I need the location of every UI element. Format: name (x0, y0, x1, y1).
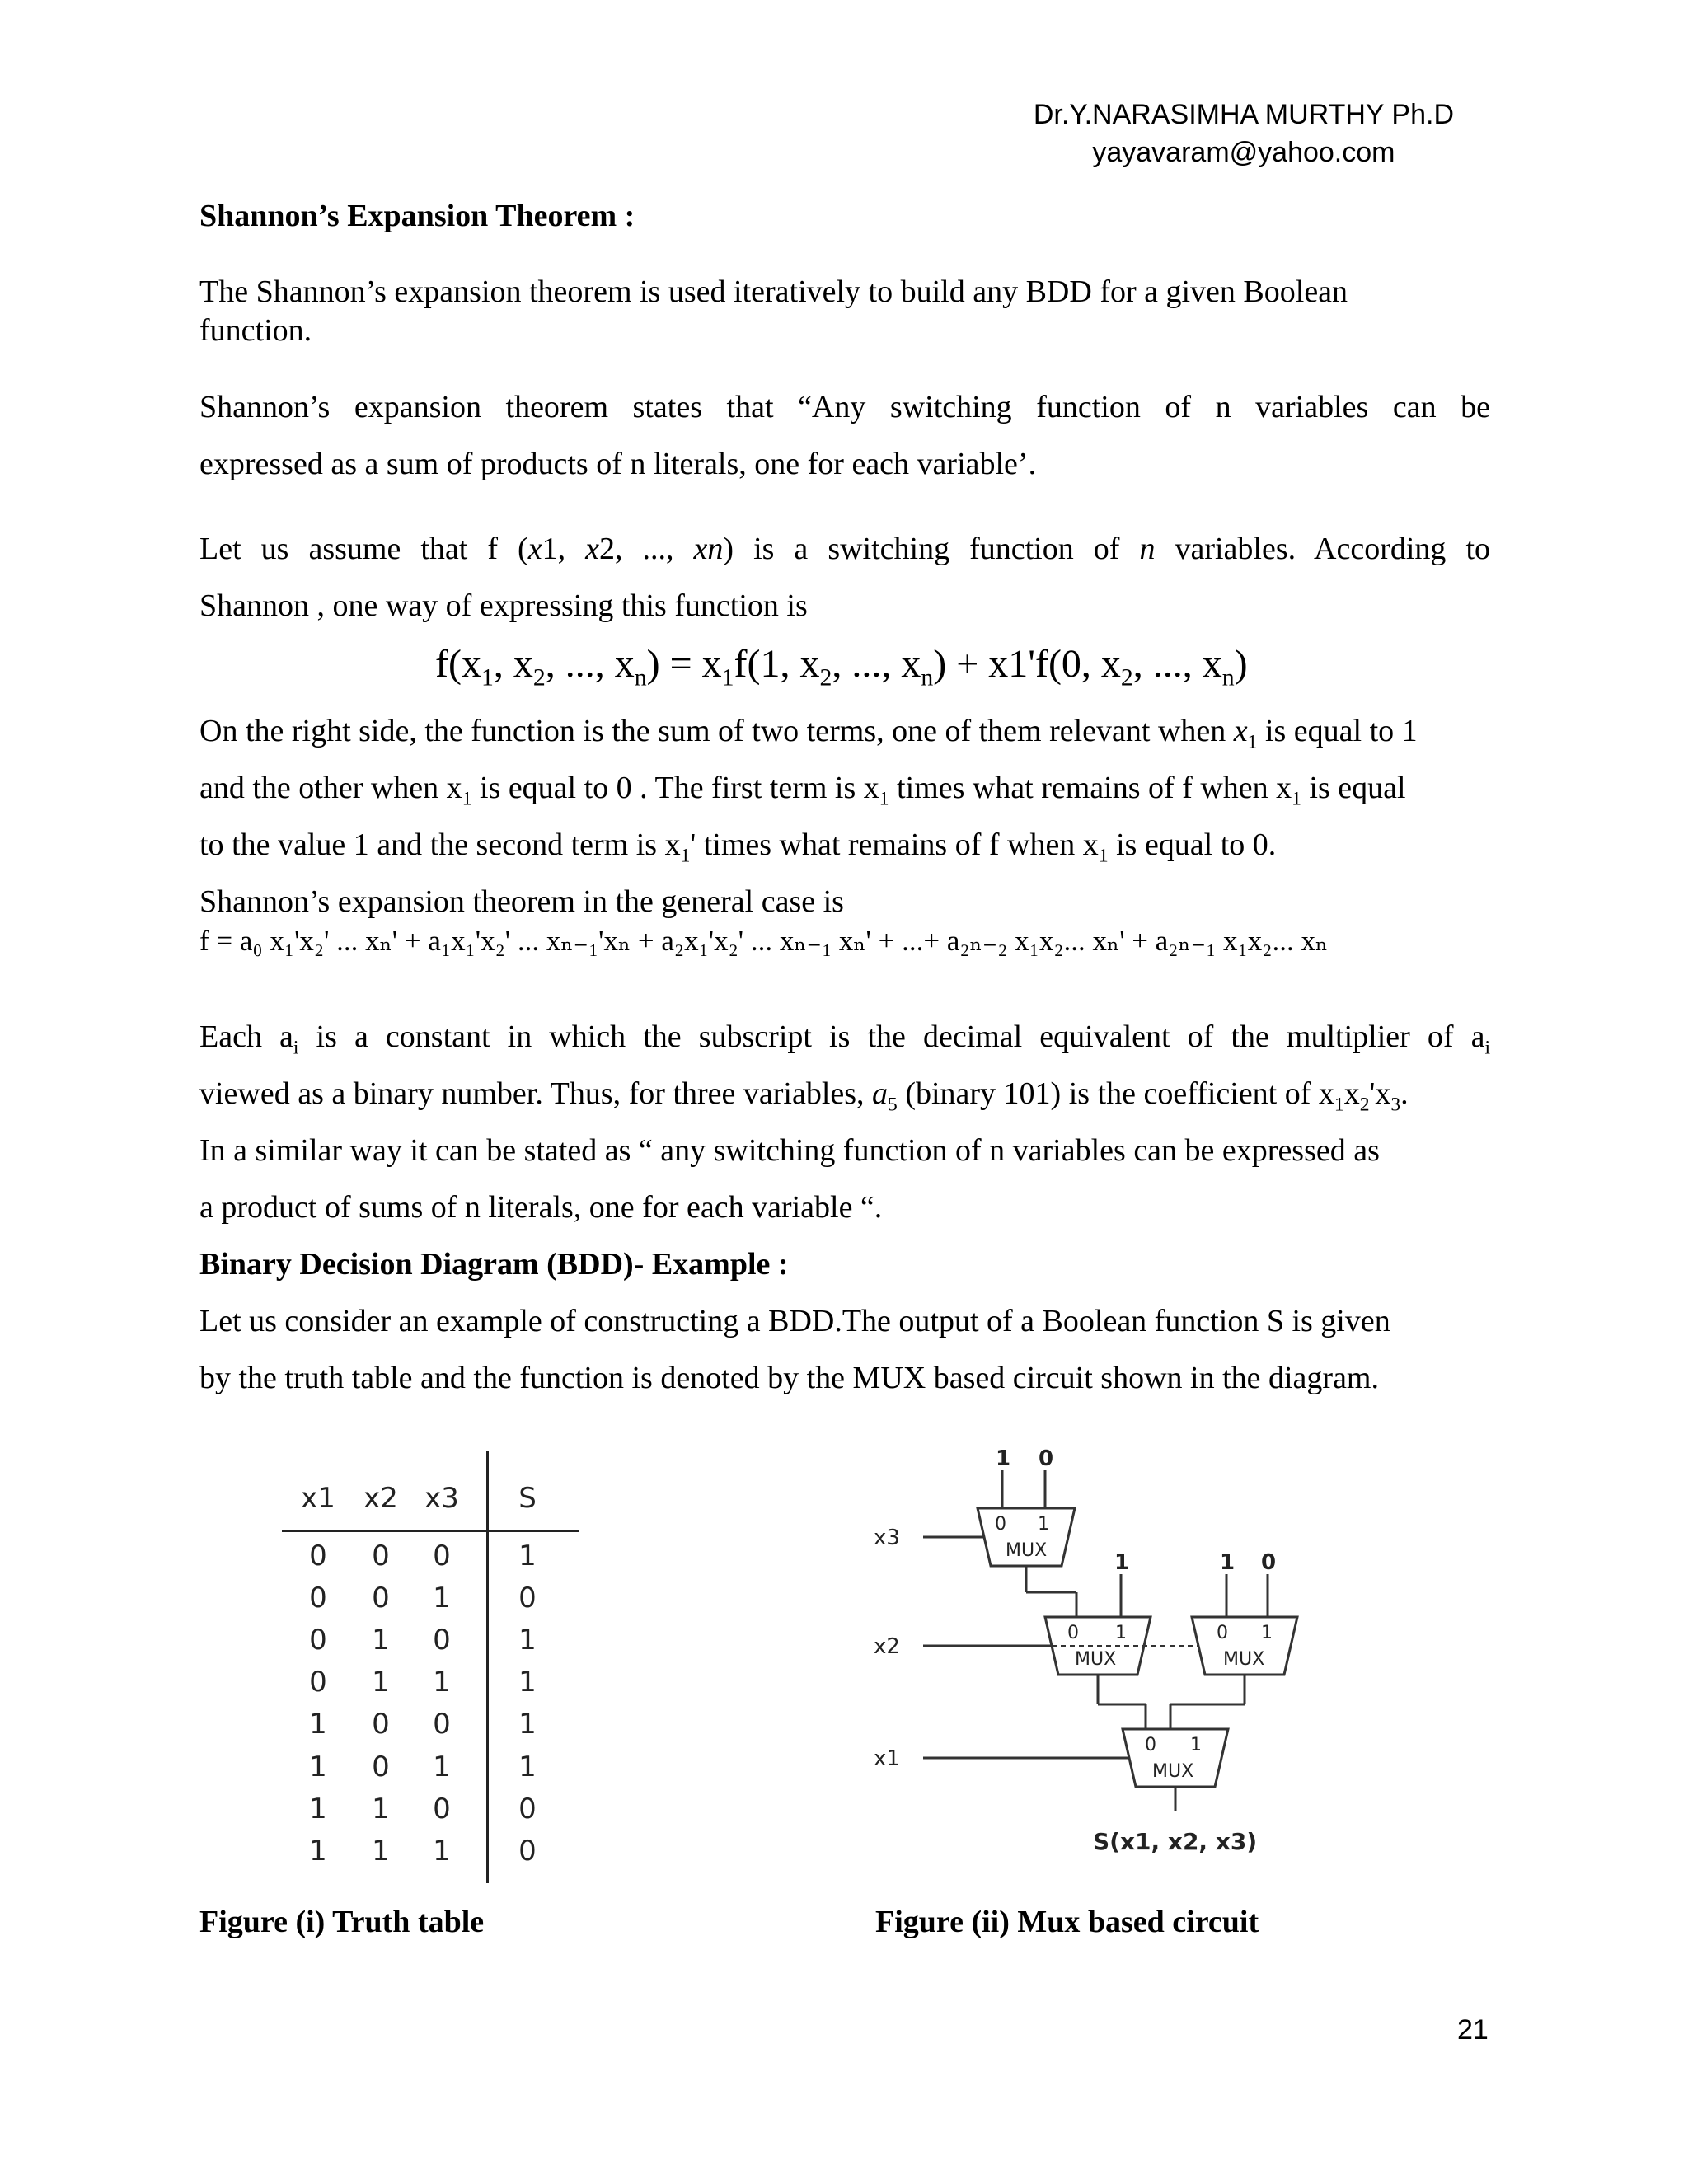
header-x1: x1 (301, 1482, 335, 1515)
cell: 1 (518, 1708, 537, 1741)
cell: 1 (309, 1835, 327, 1868)
para5-line1: Each $a_i$ is a constant in which the subscript is the decimal equivalent of the multiplier of $a_i$ (199, 1019, 1491, 1059)
para5-line2: viewed as a binary number. Thus, for three variables, $a_5$ (binary 101) is the coefficient of $x_1x_2'x_3$. (199, 1076, 1409, 1116)
mux-circuit-diagram (857, 1442, 1335, 1871)
cell: 0 (372, 1708, 390, 1741)
cell: 0 (309, 1540, 327, 1572)
page-number: 21 (1457, 2014, 1489, 2046)
cell: 1 (309, 1750, 327, 1783)
table-row (272, 1708, 585, 1750)
table-row (272, 1624, 585, 1666)
para4-line1: On the right side, the function is the sum of two terms, one of them relevant when $x_1$ is equal to 1 (199, 714, 1418, 753)
cell: 1 (309, 1708, 327, 1741)
cell: 0 (518, 1835, 537, 1868)
cell: 1 (372, 1835, 390, 1868)
mux-x1-port0: 0 (1145, 1735, 1156, 1755)
mux-x2r-label: MUX (1223, 1649, 1265, 1670)
table-header-rule (282, 1530, 579, 1532)
cell: 0 (372, 1540, 390, 1572)
cell: 0 (433, 1624, 451, 1657)
para1-line2: function. (199, 313, 312, 348)
para4-line3: to the value 1 and the second term is $x_1'$ times what remains of f when $x_1$ is equal to 0. (199, 827, 1277, 867)
truth-table (272, 1451, 585, 1879)
cell: 1 (433, 1666, 451, 1699)
para5-line4: a product of sums of n literals, one for each variable “. (199, 1190, 883, 1225)
table-row (272, 1540, 585, 1582)
figure1-caption: Figure (i) Truth table (199, 1905, 485, 1939)
table-row (272, 1793, 585, 1835)
mux-x2l-port1: 1 (1115, 1623, 1127, 1643)
cell: 1 (518, 1750, 537, 1783)
figure2-caption: Figure (ii) Mux based circuit (875, 1905, 1259, 1939)
mux-x3-label: MUX (1006, 1540, 1048, 1561)
cell: 0 (309, 1624, 327, 1657)
table-row (272, 1666, 585, 1708)
select-label-x2: x2 (874, 1634, 900, 1659)
cell: 0 (518, 1793, 537, 1825)
section-title: Shannon’s Expansion Theorem : (199, 199, 635, 233)
right-input-1: 1 (1220, 1550, 1236, 1575)
general-formula: f = a₀ x₁'x₂' ... xₙ' + a₁x₁'x₂' ... xₙ₋₁'xₙ + a₂x₁'x₂' ... xₙ₋₁ xₙ' + ...+ a₂ₙ₋₂ x₁x₂... xₙ' + a₂ₙ₋₁ x₁x₂... xₙ (199, 925, 1329, 957)
header-x2: x2 (363, 1482, 398, 1515)
mux-x2l-port0: 0 (1067, 1623, 1079, 1643)
mux-x1-port1: 1 (1190, 1735, 1202, 1755)
author-email: yayavaram@yahoo.com (1092, 137, 1395, 168)
cell: 1 (433, 1750, 451, 1783)
para6-line2: by the truth table and the function is denoted by the MUX based circuit shown in the diagram. (199, 1361, 1379, 1395)
para5-line3: In a similar way it can be stated as “ any switching function of n variables can be expressed as (199, 1133, 1380, 1168)
para2-line1: Shannon’s expansion theorem states that “Any switching function of n variables can be (199, 390, 1490, 424)
mux-x1-label: MUX (1152, 1761, 1194, 1782)
section2-title: Binary Decision Diagram (BDD)- Example : (199, 1247, 789, 1282)
cell: 0 (372, 1582, 390, 1615)
cell: 0 (518, 1582, 537, 1615)
para2-line2: expressed as a sum of products of n literals, one for each variable’. (199, 447, 1037, 481)
cell: 1 (372, 1793, 390, 1825)
cell: 0 (309, 1666, 327, 1699)
cell: 1 (372, 1624, 390, 1657)
header-x3: x3 (424, 1482, 459, 1515)
table-row (272, 1750, 585, 1793)
table-row (272, 1582, 585, 1624)
mux-x2r-port0: 0 (1217, 1623, 1228, 1643)
mid-input-1: 1 (1114, 1550, 1130, 1575)
output-label: S(x1, x2, x3) (1093, 1828, 1258, 1855)
para4-line4: Shannon’s expansion theorem in the general case is (199, 884, 844, 919)
cell: 1 (433, 1835, 451, 1868)
truth-table-header (272, 1482, 585, 1525)
right-input-0: 0 (1261, 1550, 1277, 1575)
cell: 0 (372, 1750, 390, 1783)
cell: 1 (518, 1666, 537, 1699)
cell: 0 (433, 1793, 451, 1825)
mux-x2r-port1: 1 (1261, 1623, 1273, 1643)
cell: 0 (309, 1582, 327, 1615)
cell: 1 (372, 1666, 390, 1699)
shannon-equation: $f(x_1$, $x_2$, ..., $x_n) = x_1f(1$, $x_2$, ..., $x_n) + x1'f(0$, $x_2$, ..., $x_n$) (435, 642, 1248, 691)
mux-x3-port1: 1 (1038, 1514, 1049, 1535)
para3-line2: Shannon , one way of expressing this function is (199, 588, 808, 623)
cell: 0 (433, 1540, 451, 1572)
para3-line1: Let us assume that f (x1, x2, ..., xn) is a switching function of n variables. According to (199, 532, 1490, 566)
para6-line1: Let us consider an example of constructing a BDD.The output of a Boolean function S is given (199, 1304, 1390, 1338)
author-name: Dr.Y.NARASIMHA MURTHY Ph.D (1033, 99, 1454, 130)
mux-x3-port0: 0 (995, 1514, 1006, 1535)
table-row (272, 1835, 585, 1877)
cell: 1 (518, 1540, 537, 1572)
top-input-0: 0 (1039, 1446, 1054, 1471)
cell: 1 (433, 1582, 451, 1615)
page-header (1034, 96, 1454, 171)
cell: 1 (309, 1793, 327, 1825)
mux-x2l-label: MUX (1075, 1649, 1117, 1670)
cell: 0 (433, 1708, 451, 1741)
para4-line2: and the other when $x_1$ is equal to 0 . The first term is $x_1$ times what remains of f when $x_1$ is equal (199, 771, 1406, 810)
cell: 1 (518, 1624, 537, 1657)
select-label-x1: x1 (874, 1746, 900, 1771)
para1-line1: The Shannon’s expansion theorem is used iteratively to build any BDD for a given Boolean (199, 274, 1348, 309)
top-input-1: 1 (996, 1446, 1011, 1471)
select-label-x3: x3 (874, 1526, 900, 1550)
header-s: S (518, 1482, 537, 1515)
